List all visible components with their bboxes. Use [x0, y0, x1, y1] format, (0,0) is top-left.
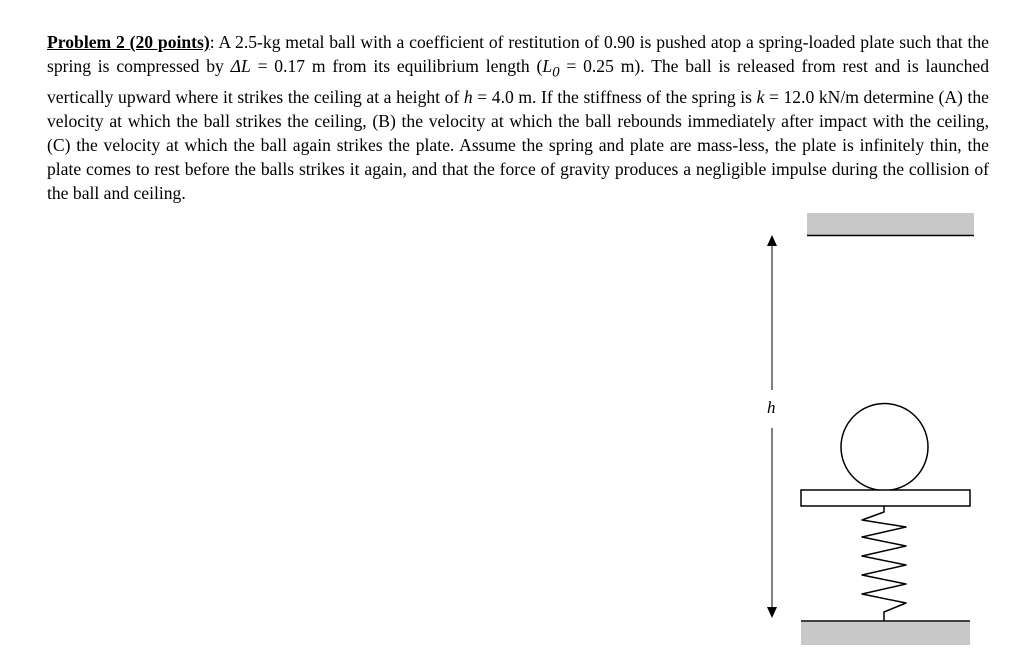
delta-l-value: = 0.17 m from its equilibrium length (	[250, 56, 543, 76]
h-symbol: h	[463, 86, 473, 107]
floor	[801, 622, 970, 645]
ball	[841, 404, 928, 491]
problem-intro: : A 2.5-kg metal ball with a coefficient of restitution of 0.90 is pushed atop a spring-loaded plate such that the spring is compressed by	[47, 32, 989, 76]
height-label: h	[767, 398, 776, 417]
problem-heading: Problem 2 (20 points)	[47, 32, 210, 52]
ceiling	[807, 213, 974, 235]
delta-l-symbol: ΔL	[230, 56, 251, 76]
plate	[801, 490, 970, 506]
k-symbol: k	[756, 86, 765, 107]
arrow-down-icon	[767, 607, 777, 618]
l0-value: = 0.25 m). The ball is released from rest and is launched vertically upward where it strikes the ceiling at a height of	[47, 56, 989, 107]
spring	[862, 506, 906, 621]
k-value-and-questions: = 12.0 kN/m determine (A) the velocity at which the ball strikes the ceiling, (B) the velocity at which the ball rebounds immediately after impact with the ceiling, (C) the velocity at which the ball again strikes the plate. Assume the spring and plate are mass-less, the plate is infinitely thin, the plate comes to rest before the balls strikes it again, and that the force of gravity produces a negligible impulse during the collision of the ball and ceiling.	[47, 86, 989, 203]
l0-symbol: L	[542, 56, 553, 76]
h-value: = 4.0 m. If the stiffness of the spring is	[472, 86, 757, 107]
l0-subscript: 0	[552, 64, 560, 81]
height-dimension	[767, 235, 777, 618]
arrow-up-icon	[767, 235, 777, 246]
